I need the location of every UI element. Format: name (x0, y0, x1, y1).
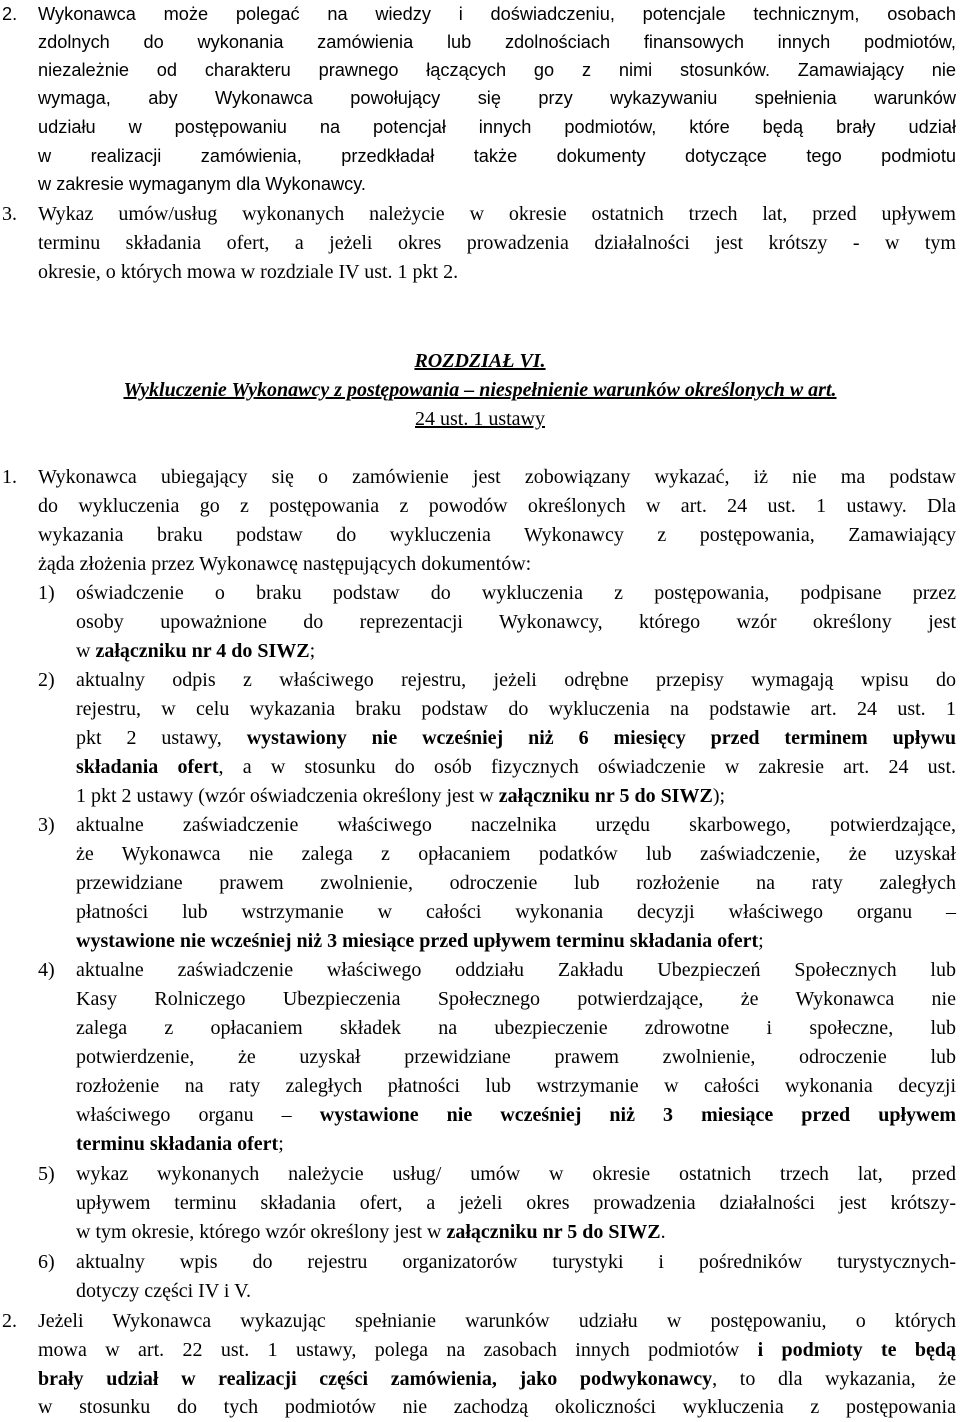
list-item-text: właściwego organu – wystawione nie wcześniej niż 3 miesiące przed upływem (76, 1104, 957, 1126)
item-number: 1. (2, 466, 17, 488)
paragraph-text: brały udział w realizacji części zamówienia, jako podwykonawcy, to dla wykazania, że (38, 1368, 956, 1390)
paragraph-line (0, 56, 960, 85)
list-item-line (0, 1248, 960, 1277)
paragraph-line (0, 550, 960, 579)
list-item-line (0, 927, 960, 956)
list-item-line (0, 753, 960, 782)
item-number: 2. (2, 4, 18, 24)
list-item-number: 1) (38, 582, 55, 604)
list-item-text: aktualne zaświadczenie właściwego naczelnika urzędu skarbowego, potwierdzające, (76, 814, 956, 836)
list-item-text: wykaz wykonanych należycie usług/ umów w okresie ostatnich trzech lat, przed (76, 1163, 956, 1185)
paragraph-text: mowa w art. 22 ust. 1 ustawy, polega na zasobach innych podmiotów i podmioty te będą (38, 1339, 957, 1361)
paragraph-text: Wykonawca może polegać na wiedzy i doświadczeniu, potencjale technicznym, osobach (38, 4, 956, 24)
list-item-line (0, 1189, 960, 1218)
paragraph-text: w stosunku do tych podmiotów nie zachodzą okoliczności wykluczenia z postępowania (38, 1396, 956, 1418)
paragraph-line (0, 463, 960, 492)
paragraph-text: wymaga, aby Wykonawca powołujący się przy wykazywaniu spełnienia warunków (38, 88, 956, 108)
list-item-line (0, 1218, 960, 1247)
paragraph-line (0, 1307, 960, 1336)
list-item-text: pkt 2 ustawy, wystawiony nie wcześniej niż 6 miesięcy przed terminem upływu (76, 727, 957, 749)
list-item-text: upływem terminu składania ofert, a jeżeli okres prowadzenia działalności jest krótszy- (76, 1192, 956, 1214)
list-item-number: 4) (38, 959, 55, 981)
chapter-subtitle: Wykluczenie Wykonawcy z postępowania – niespełnienie warunków określonych w art. (123, 379, 837, 401)
list-item-line (0, 898, 960, 927)
list-item-text: rejestru, w celu wykazania braku podstaw do wykluczenia na podstawie art. 24 ust. 1 (76, 698, 956, 720)
list-item-text: zalega z opłacaniem składek na ubezpieczenie zdrowotne i społeczne, lub (76, 1017, 956, 1039)
list-item-text: w załączniku nr 4 do SIWZ; (76, 640, 316, 662)
list-item-text: aktualny odpis z właściwego rejestru, jeżeli odrębne przepisy wymagają wpisu do (76, 669, 956, 691)
list-item-line (0, 956, 960, 985)
list-item-line (0, 811, 960, 840)
paragraph-text: do wykluczenia go z postępowania z powodów określonych w art. 24 ust. 1 ustawy. Dla (38, 495, 956, 517)
list-item-number: 6) (38, 1251, 55, 1273)
list-item-line (0, 1101, 960, 1130)
paragraph-text: Wykonawca ubiegający się o zamówienie jest zobowiązany wykazać, iż nie ma podstaw (38, 466, 956, 488)
list-item-line (0, 695, 960, 724)
list-item-line (0, 869, 960, 898)
paragraph-line (0, 1365, 960, 1394)
list-item-line (0, 1043, 960, 1072)
list-item-text: 1 pkt 2 ustawy (wzór oświadczenia określony jest w załączniku nr 5 do SIWZ); (76, 785, 726, 807)
list-item-text: Kasy Rolniczego Ubezpieczenia Społecznego potwierdzające, że Wykonawca nie (76, 988, 956, 1010)
paragraph-line (0, 1393, 960, 1422)
paragraph-text: żąda złożenia przez Wykonawcę następujących dokumentów: (38, 553, 532, 575)
item-number: 3. (2, 203, 17, 225)
list-item-number: 2) (38, 669, 55, 691)
chapter-subtitle: 24 ust. 1 ustawy (415, 408, 545, 430)
list-item-line (0, 1160, 960, 1189)
list-item-text: w tym okresie, którego wzór określony jest w załączniku nr 5 do SIWZ. (76, 1221, 666, 1243)
paragraph-line (0, 28, 960, 57)
list-item-text: terminu składania ofert; (76, 1133, 284, 1155)
list-item-number: 3) (38, 814, 55, 836)
paragraph-line (0, 229, 960, 258)
list-item-line (0, 1277, 960, 1306)
list-item-line (0, 1072, 960, 1101)
paragraph-line (0, 113, 960, 142)
list-item-text: dotyczy części IV i V. (76, 1280, 251, 1302)
paragraph-line (0, 84, 960, 113)
list-item-line (0, 1130, 960, 1159)
paragraph-text: w zakresie wymaganym dla Wykonawcy. (38, 174, 366, 194)
paragraph-text: Wykaz umów/usług wykonanych należycie w okresie ostatnich trzech lat, przed upływem (38, 203, 956, 225)
list-item-number: 5) (38, 1163, 55, 1185)
list-item-line (0, 608, 960, 637)
list-item-text: przewidziane prawem zwolnienie, odroczenie lub rozłożenie na raty zaległych (76, 872, 956, 894)
paragraph-text: wykazania braku podstaw do wykluczenia Wykonawcy z postępowania, Zamawiający (38, 524, 956, 546)
list-item-text: płatności lub wstrzymanie w całości wykonania decyzji właściwego organu – (76, 901, 956, 923)
paragraph-line (0, 0, 960, 29)
list-item-text: potwierdzenie, że uzyskał przewidziane prawem zwolnienie, odroczenie lub (76, 1046, 956, 1068)
list-item-line (0, 637, 960, 666)
paragraph-text: zdolnych do wykonania zamówienia lub zdolnościach finansowych innych podmiotów, (38, 32, 956, 52)
list-item-line (0, 666, 960, 695)
paragraph-text: okresie, o których mowa w rozdziale IV ust. 1 pkt 2. (38, 261, 459, 283)
list-item-text: rozłożenie na raty zaległych płatności lub wstrzymanie w całości wykonania decyzji (76, 1075, 956, 1097)
paragraph-line (0, 170, 960, 199)
list-item-text: że Wykonawca nie zalega z opłacaniem podatków lub zaświadczenie, że uzyskał (76, 843, 956, 865)
list-item-text: osoby upoważnione do reprezentacji Wykonawcy, którego wzór określony jest (76, 611, 956, 633)
list-item-line (0, 840, 960, 869)
paragraph-line (0, 258, 960, 287)
paragraph-line (0, 200, 960, 229)
list-item-line (0, 782, 960, 811)
item-number: 2. (2, 1310, 17, 1332)
paragraph-text: terminu składania ofert, a jeżeli okres prowadzenia działalności jest krótszy - w tym (38, 232, 956, 254)
list-item-text: wystawione nie wcześniej niż 3 miesiące przed upływem terminu składania ofert; (76, 930, 764, 952)
paragraph-text: Jeżeli Wykonawca wykazując spełnianie warunków udziału w postępowaniu, o których (38, 1310, 956, 1332)
list-item-text: aktualne zaświadczenie właściwego oddziału Zakładu Ubezpieczeń Społecznych lub (76, 959, 956, 981)
list-item-line (0, 724, 960, 753)
paragraph-text: udziału w postępowaniu na potencjał innych podmiotów, które będą brały udział (38, 117, 956, 137)
list-item-line (0, 985, 960, 1014)
paragraph-text: w realizacji zamówienia, przedkładał także dokumenty dotyczące tego podmiotu (38, 146, 956, 166)
list-item-line (0, 579, 960, 608)
paragraph-line (0, 1336, 960, 1365)
paragraph-line (0, 142, 960, 171)
chapter-title: ROZDZIAŁ VI. (414, 350, 546, 372)
list-item-text: składania ofert, a w stosunku do osób fizycznych oświadczenie w zakresie art. 24 ust. (76, 756, 957, 778)
paragraph-text: niezależnie od charakteru prawnego łączących go z nimi stosunków. Zamawiający nie (38, 60, 956, 80)
paragraph-line (0, 492, 960, 521)
paragraph-line (0, 521, 960, 550)
list-item-text: aktualny wpis do rejestru organizatorów turystyki i pośredników turystycznych- (76, 1251, 956, 1273)
list-item-line (0, 1014, 960, 1043)
list-item-text: oświadczenie o braku podstaw do wykluczenia z postępowania, podpisane przez (76, 582, 956, 604)
